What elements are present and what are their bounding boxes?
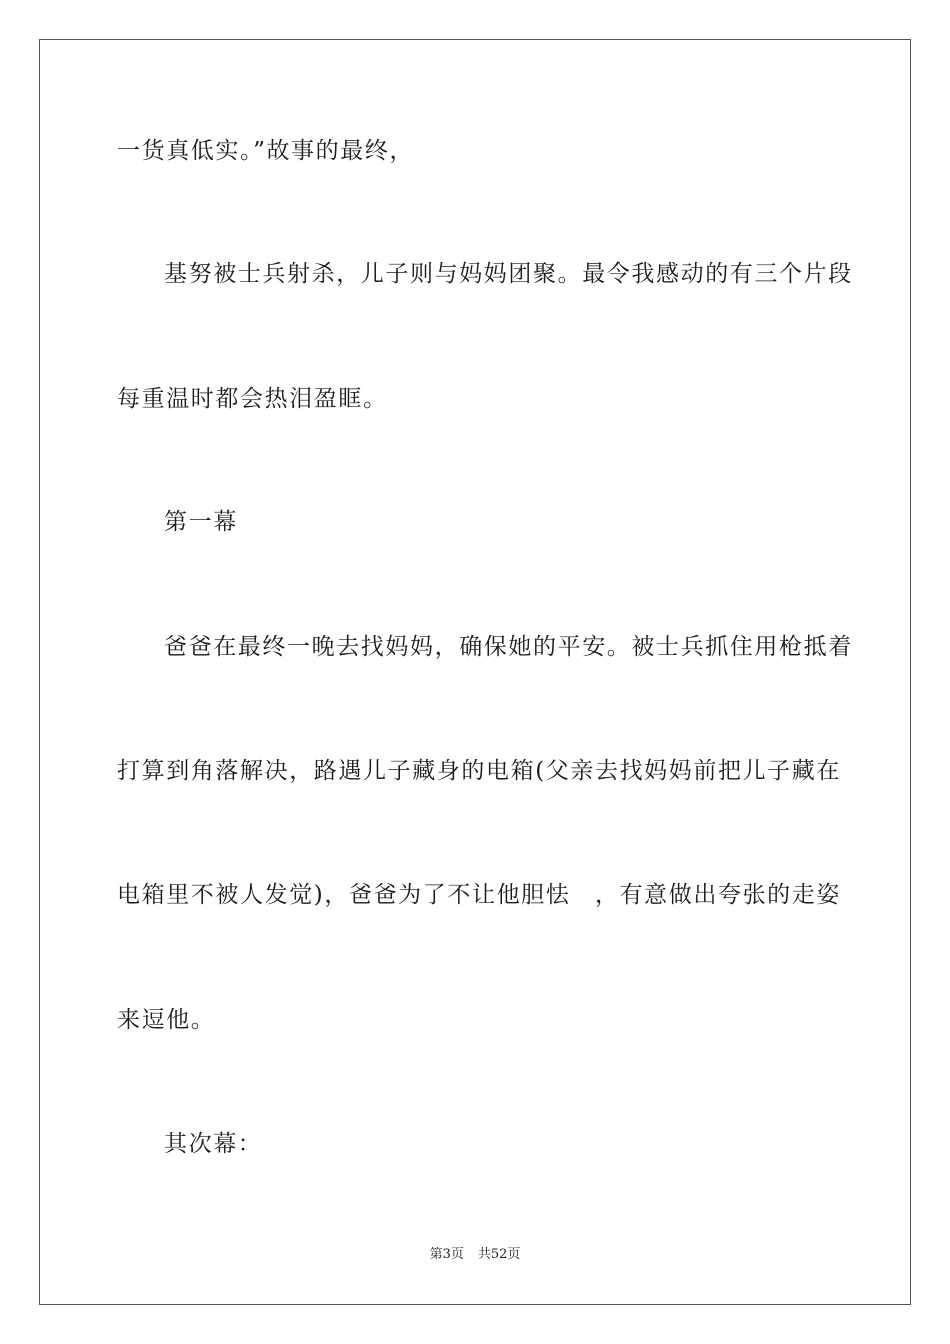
page-total: 共52页 [477,1247,521,1262]
paragraph-line-5: 打算到角落解决，路遇儿子藏身的电箱(父亲去找妈妈前把儿子藏在 [117,758,841,784]
paragraph-line-3: 每重温时都会热泪盈眶。 [117,386,388,412]
paragraph-line-2: 基努被士兵射杀，儿子则与妈妈团聚。最令我感动的有三个片段 [164,261,853,287]
paragraph-line-6: 电箱里不被人发觉)，爸爸为了不让他胆怯 ，有意做出夸张的走姿 [117,882,841,908]
page-border [39,39,911,1305]
page-footer [0,1246,950,1264]
paragraph-line-1: 一货真低实。”故事的最终， [117,138,415,164]
paragraph-line-4: 爸爸在最终一晚去找妈妈，确保她的平安。被士兵抓住用枪抵着 [164,634,853,660]
paragraph-line-7: 来逗他。 [117,1007,216,1033]
section-heading-second-act: 其次幕： [164,1131,263,1157]
section-heading-first-act: 第一幕 [164,509,238,535]
page-number: 第3页 [429,1247,464,1262]
